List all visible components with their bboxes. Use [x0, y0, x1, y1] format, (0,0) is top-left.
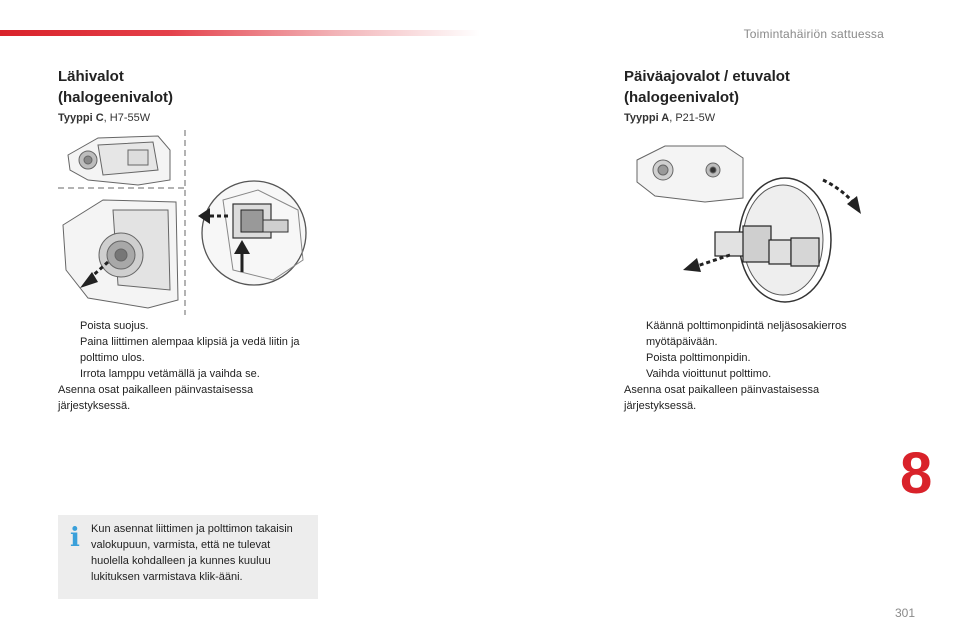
- info-box: [58, 515, 318, 599]
- right-steps-list: [624, 318, 886, 382]
- list-item: Käännä polttimonpidintä neljäsosakierros myötäpäivään.: [646, 320, 847, 348]
- right-closing-text: Asenna osat paikalleen päinvastaisessa järjestyksessä.: [624, 384, 820, 412]
- left-steps-list: [58, 318, 320, 382]
- headlamp-housing-bottom: [63, 200, 178, 308]
- daytime-lamp-bulb-illustration: [625, 140, 870, 305]
- rotate-quarter-turn-arrow-icon: [823, 180, 861, 214]
- chapter-number: 8: [900, 441, 933, 506]
- list-item: Poista suojus.: [80, 320, 149, 332]
- right-type-label: Tyyppi A: [624, 112, 670, 124]
- left-title-line1: Lähivalot: [58, 68, 124, 85]
- left-type-value: , H7-55W: [103, 112, 151, 124]
- list-item: Paina liittimen alempaa klipsiä ja vedä liitin ja polttimo ulos.: [80, 336, 300, 364]
- pull-bulb-holder-arrow-icon: [683, 255, 730, 272]
- right-title-line2: (halogeenivalot): [624, 89, 740, 106]
- info-text: Kun asennat liittimen ja polttimon takaisin valokupuun, varmista, että ne tulevat huolella kohdalleen ja kunnes kuuluu lukituksen varmistava klik-ääni.: [91, 523, 293, 583]
- list-item: Vaihda vioittunut polttimo.: [646, 368, 772, 380]
- connector-zoom-detail: [202, 181, 306, 285]
- page-number: 301: [894, 606, 915, 620]
- right-bulb-type: [624, 112, 715, 124]
- left-bulb-type: [58, 112, 150, 124]
- left-section-title: [58, 66, 173, 108]
- list-item: Irrota lamppu vetämällä ja vaihda se.: [80, 368, 260, 380]
- right-type-value: , P21-5W: [669, 112, 716, 124]
- left-type-label: Tyyppi C: [58, 112, 104, 124]
- chapter-header-title: Toimintahäiriön sattuessa: [743, 27, 884, 41]
- list-item: Poista polttimonpidin.: [646, 352, 751, 364]
- right-section-title: [624, 66, 790, 108]
- low-beam-bulb-illustration: [58, 130, 313, 315]
- right-title-line1: Päiväajovalot / etuvalot: [624, 68, 790, 85]
- headlamp-housing: [637, 146, 743, 202]
- left-closing-text: Asenna osat paikalleen päinvastaisessa järjestyksessä.: [58, 384, 254, 412]
- info-icon: i: [70, 523, 80, 553]
- header-accent-bar: [0, 30, 480, 36]
- headlamp-housing-top: [68, 136, 170, 185]
- left-title-line2: (halogeenivalot): [58, 89, 174, 106]
